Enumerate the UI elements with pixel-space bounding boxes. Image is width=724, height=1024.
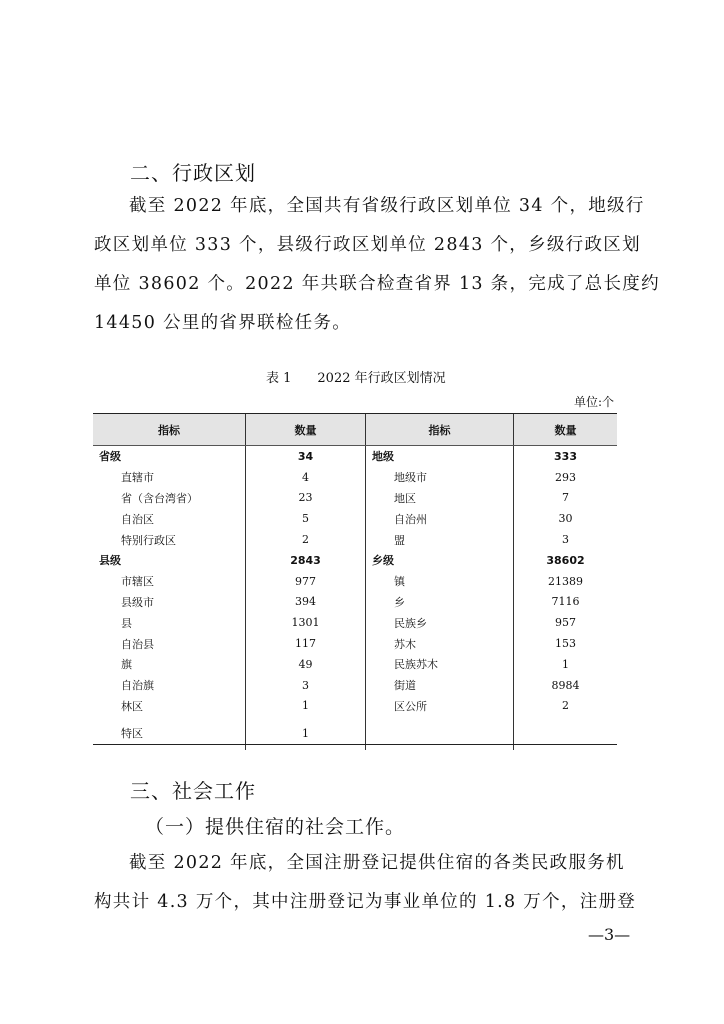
admin-divisions-table: [93, 414, 617, 750]
row-indicator-left: 林区: [93, 696, 246, 717]
table-row: [93, 467, 617, 488]
header-indicator-right: 指标: [366, 414, 514, 446]
social-work-paragraph: [94, 844, 637, 922]
table-row: [93, 633, 617, 654]
row-indicator-right: 区公所: [366, 696, 514, 717]
row-count-right: 2: [562, 699, 569, 713]
table-row: [93, 716, 617, 750]
row-count-left: 1: [246, 716, 366, 750]
row-count-left: 5: [246, 508, 366, 529]
table-header-row: [93, 414, 617, 446]
table-row: [93, 571, 617, 592]
row-indicator-left: 特别行政区: [93, 529, 246, 550]
table-row: [93, 488, 617, 509]
row-count-left: 117: [246, 633, 366, 654]
row-indicator-left: 市辖区: [93, 571, 246, 592]
row-count-left: 394: [246, 592, 366, 613]
row-count-right: 333: [554, 449, 577, 463]
row-indicator-right: 乡: [366, 592, 514, 613]
table-row: [93, 550, 617, 571]
row-count-left: 4: [246, 467, 366, 488]
row-indicator-right: 苏木: [366, 633, 514, 654]
row-indicator-right: 镇: [366, 571, 514, 592]
table-row: [93, 654, 617, 675]
row-indicator-right: 民族乡: [366, 612, 514, 633]
paragraph-line: 14450 公里的省界联检任务。: [94, 313, 352, 333]
table-row: [93, 696, 617, 717]
header-indicator-left: 指标: [93, 414, 246, 446]
row-count-left: 2843: [246, 550, 366, 571]
table-bottom-rule: [93, 744, 617, 745]
row-indicator-right: 自治州: [366, 508, 514, 529]
row-indicator-left: 直辖市: [93, 467, 246, 488]
row-count-right: 7: [562, 491, 569, 505]
row-count-right: 957: [555, 616, 576, 630]
row-count-right: 38602: [546, 553, 585, 567]
row-indicator-right: 乡级: [366, 550, 514, 571]
subheading-residential-social-work: （一）提供住宿的社会工作。: [145, 816, 406, 838]
table-caption: 表 1 2022 年行政区划情况: [266, 371, 446, 386]
row-indicator-right: 街道: [366, 675, 514, 696]
row-indicator-right: 民族苏木: [366, 654, 514, 675]
row-indicator-left: 省级: [93, 446, 246, 467]
paragraph-line: 政区划单位 333 个，县级行政区划单位 2843 个，乡级行政区划: [94, 235, 641, 255]
row-count-left: 3: [246, 675, 366, 696]
row-count-right: 7116: [551, 595, 580, 609]
row-indicator-right: 地区: [366, 488, 514, 509]
paragraph-line: 单位 38602 个。2022 年共联合检查省界 13 条，完成了总长度约: [94, 274, 660, 294]
paragraph-line: 构共计 4.3 万个，其中注册登记为事业单位的 1.8 万个，注册登: [94, 892, 637, 912]
admin-divisions-paragraph: [94, 187, 660, 343]
row-count-right: 153: [555, 637, 576, 651]
row-count-left: 49: [246, 654, 366, 675]
table-row: [93, 446, 617, 467]
paragraph-line: 截至 2022 年底，全国注册登记提供住宿的各类民政服务机: [129, 853, 625, 873]
row-count-left: 23: [246, 488, 366, 509]
header-count-left: 数量: [246, 414, 366, 446]
row-indicator-left: 县级: [93, 550, 246, 571]
row-count-left: 1: [246, 696, 366, 717]
row-count-right: 30: [558, 512, 573, 526]
row-count-right: 1: [562, 657, 569, 671]
row-indicator-left: 自治区: [93, 508, 246, 529]
table-row: [93, 508, 617, 529]
table-row: [93, 529, 617, 550]
row-indicator-left: 特区: [93, 716, 246, 750]
paragraph-line: 截至 2022 年底，全国共有省级行政区划单位 34 个，地级行: [129, 196, 645, 216]
section-heading-social-work: 三、社会工作: [130, 779, 256, 803]
row-count-left: 2: [246, 529, 366, 550]
row-count-right: 8984: [551, 678, 580, 692]
page-number: —3—: [588, 925, 631, 944]
row-count-left: 34: [246, 446, 366, 467]
row-indicator-right: 地级: [366, 446, 514, 467]
row-count-left: 1301: [246, 612, 366, 633]
row-indicator-left: 省（含台湾省）: [93, 488, 246, 509]
row-indicator-right: 盟: [366, 529, 514, 550]
row-count-right: 293: [555, 470, 576, 484]
header-count-right: 数量: [514, 414, 618, 446]
row-indicator-left: 自治旗: [93, 675, 246, 696]
row-count-right: 3: [562, 533, 569, 547]
table-row: [93, 592, 617, 613]
row-count-left: 977: [246, 571, 366, 592]
table-unit: 单位:个: [573, 395, 614, 409]
row-indicator-left: 县级市: [93, 592, 246, 613]
row-indicator-left: 县: [93, 612, 246, 633]
row-indicator-left: 自治县: [93, 633, 246, 654]
row-indicator-right: [366, 716, 514, 750]
row-count-right: 21389: [548, 574, 583, 588]
section-heading-admin-divisions: 二、行政区划: [130, 161, 256, 185]
row-indicator-right: 地级市: [366, 467, 514, 488]
table-row: [93, 675, 617, 696]
row-count-right: [514, 716, 618, 750]
row-indicator-left: 旗: [93, 654, 246, 675]
table-row: [93, 612, 617, 633]
